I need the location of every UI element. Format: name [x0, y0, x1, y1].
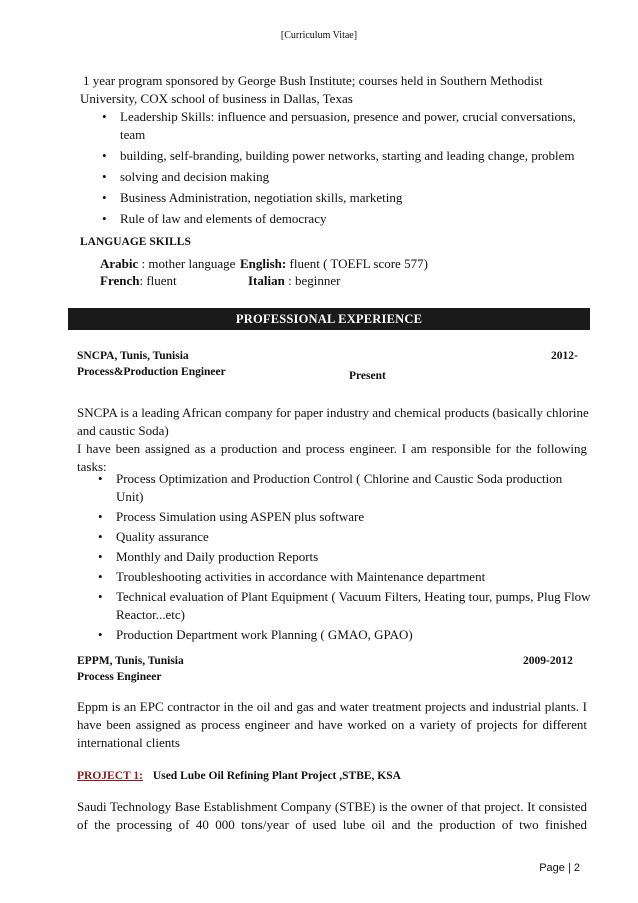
list-item: • Production Department work Planning ( GMAO, GPAO) [98, 627, 413, 642]
job2-description [77, 698, 587, 752]
language-row-1 [100, 255, 235, 273]
text-line: of the processing of 40 000 tons/year of used lube oil and the production of two finished [77, 817, 587, 832]
bullet-icon: • [98, 471, 103, 486]
italian-label: Italian [248, 273, 285, 288]
list-item: team [120, 127, 146, 142]
intro-bullet-list [100, 108, 576, 228]
job2-role: Process Engineer [77, 671, 162, 683]
job1-task-list [96, 470, 591, 644]
french-label: French [100, 273, 140, 288]
language-row-1-english [240, 255, 428, 273]
bullet-icon: • [98, 589, 103, 604]
bullet-icon: • [98, 529, 103, 544]
list-item: • Troubleshooting activities in accordance with Maintenance department [98, 569, 486, 584]
project-label: PROJECT 1: [77, 770, 143, 782]
text-line: international clients [77, 735, 180, 750]
job2-company: EPPM, Tunis, Tunisia [77, 655, 184, 667]
english-value: fluent ( TOEFL score 577) [286, 256, 428, 271]
bullet-icon: • [102, 148, 107, 163]
text-line: SNCPA is a leading African company for paper industry and chemical products (basically chlorine [77, 405, 589, 420]
job1-company: SNCPA, Tunis, Tunisia [77, 350, 189, 362]
list-item: • building, self-branding, building power networks, starting and leading change, problem [102, 148, 575, 163]
section-bar-experience: PROFESSIONAL EXPERIENCE [68, 308, 590, 330]
list-item: Unit) [116, 489, 144, 504]
text-line: and caustic Soda) [77, 423, 169, 438]
project-title: Used Lube Oil Refining Plant Project ,STBE, KSA [152, 770, 401, 782]
text-line: I have been assigned as a production and process engineer. I am responsible for the following [77, 441, 587, 456]
bullet-icon: • [102, 211, 107, 226]
list-item: • Leadership Skills: influence and persuasion, presence and power, crucial conversations, [102, 109, 576, 124]
text-line: Eppm is an EPC contractor in the oil and gas and water treatment projects and industrial plants. I [77, 699, 587, 714]
list-item: • Technical evaluation of Plant Equipment ( Vacuum Filters, Heating tour, pumps, Plug Flow [98, 589, 591, 604]
list-item: • Business Administration, negotiation skills, marketing [102, 190, 403, 205]
list-item: • Rule of law and elements of democracy [102, 211, 327, 226]
job1-role: Process&Production Engineer [77, 366, 226, 378]
arabic-label: Arabic [100, 256, 139, 271]
text-line: have been assigned as process engineer and have worked on a variety of projects for different [77, 717, 587, 732]
bullet-icon: • [98, 627, 103, 642]
project-description [77, 798, 587, 834]
french-value: : fluent [139, 273, 177, 288]
page-number: Page | 2 [539, 862, 580, 874]
text-line: Saudi Technology Base Establishment Company (STBE) is the owner of that project. It consisted [77, 799, 587, 814]
language-heading: LANGUAGE SKILLS [80, 236, 191, 248]
list-item: • Monthly and Daily production Reports [98, 549, 319, 564]
italian-value: : beginner [284, 273, 341, 288]
bullet-icon: • [102, 109, 107, 124]
page-header: [Curriculum Vitae] [280, 30, 358, 41]
list-item: • Process Optimization and Production Control ( Chlorine and Caustic Soda production [98, 471, 563, 486]
intro-line-2: University, COX school of business in Dallas, Texas [80, 91, 353, 106]
list-item: • Process Simulation using ASPEN plus software [98, 509, 365, 524]
job1-date: 2012- [551, 350, 578, 362]
bullet-icon: • [98, 509, 103, 524]
bullet-icon: • [102, 190, 107, 205]
english-label: English: [240, 256, 287, 271]
job1-present: Present [349, 370, 386, 382]
text-line: tasks: [77, 459, 107, 474]
intro-line-1: 1 year program sponsored by George Bush Institute; courses held in Southern Methodist [83, 73, 543, 88]
project-heading [77, 766, 401, 784]
language-row-2-italian [248, 272, 340, 290]
bullet-icon: • [98, 569, 103, 584]
list-item: Reactor...etc) [116, 607, 185, 622]
bullet-icon: • [102, 169, 107, 184]
list-item: • Quality assurance [98, 529, 209, 544]
language-row-2 [100, 272, 177, 290]
list-item: • solving and decision making [102, 169, 270, 184]
job2-date: 2009-2012 [523, 655, 573, 667]
bullet-icon: • [98, 549, 103, 564]
job1-description [77, 404, 587, 476]
arabic-value: : mother language [138, 256, 236, 271]
